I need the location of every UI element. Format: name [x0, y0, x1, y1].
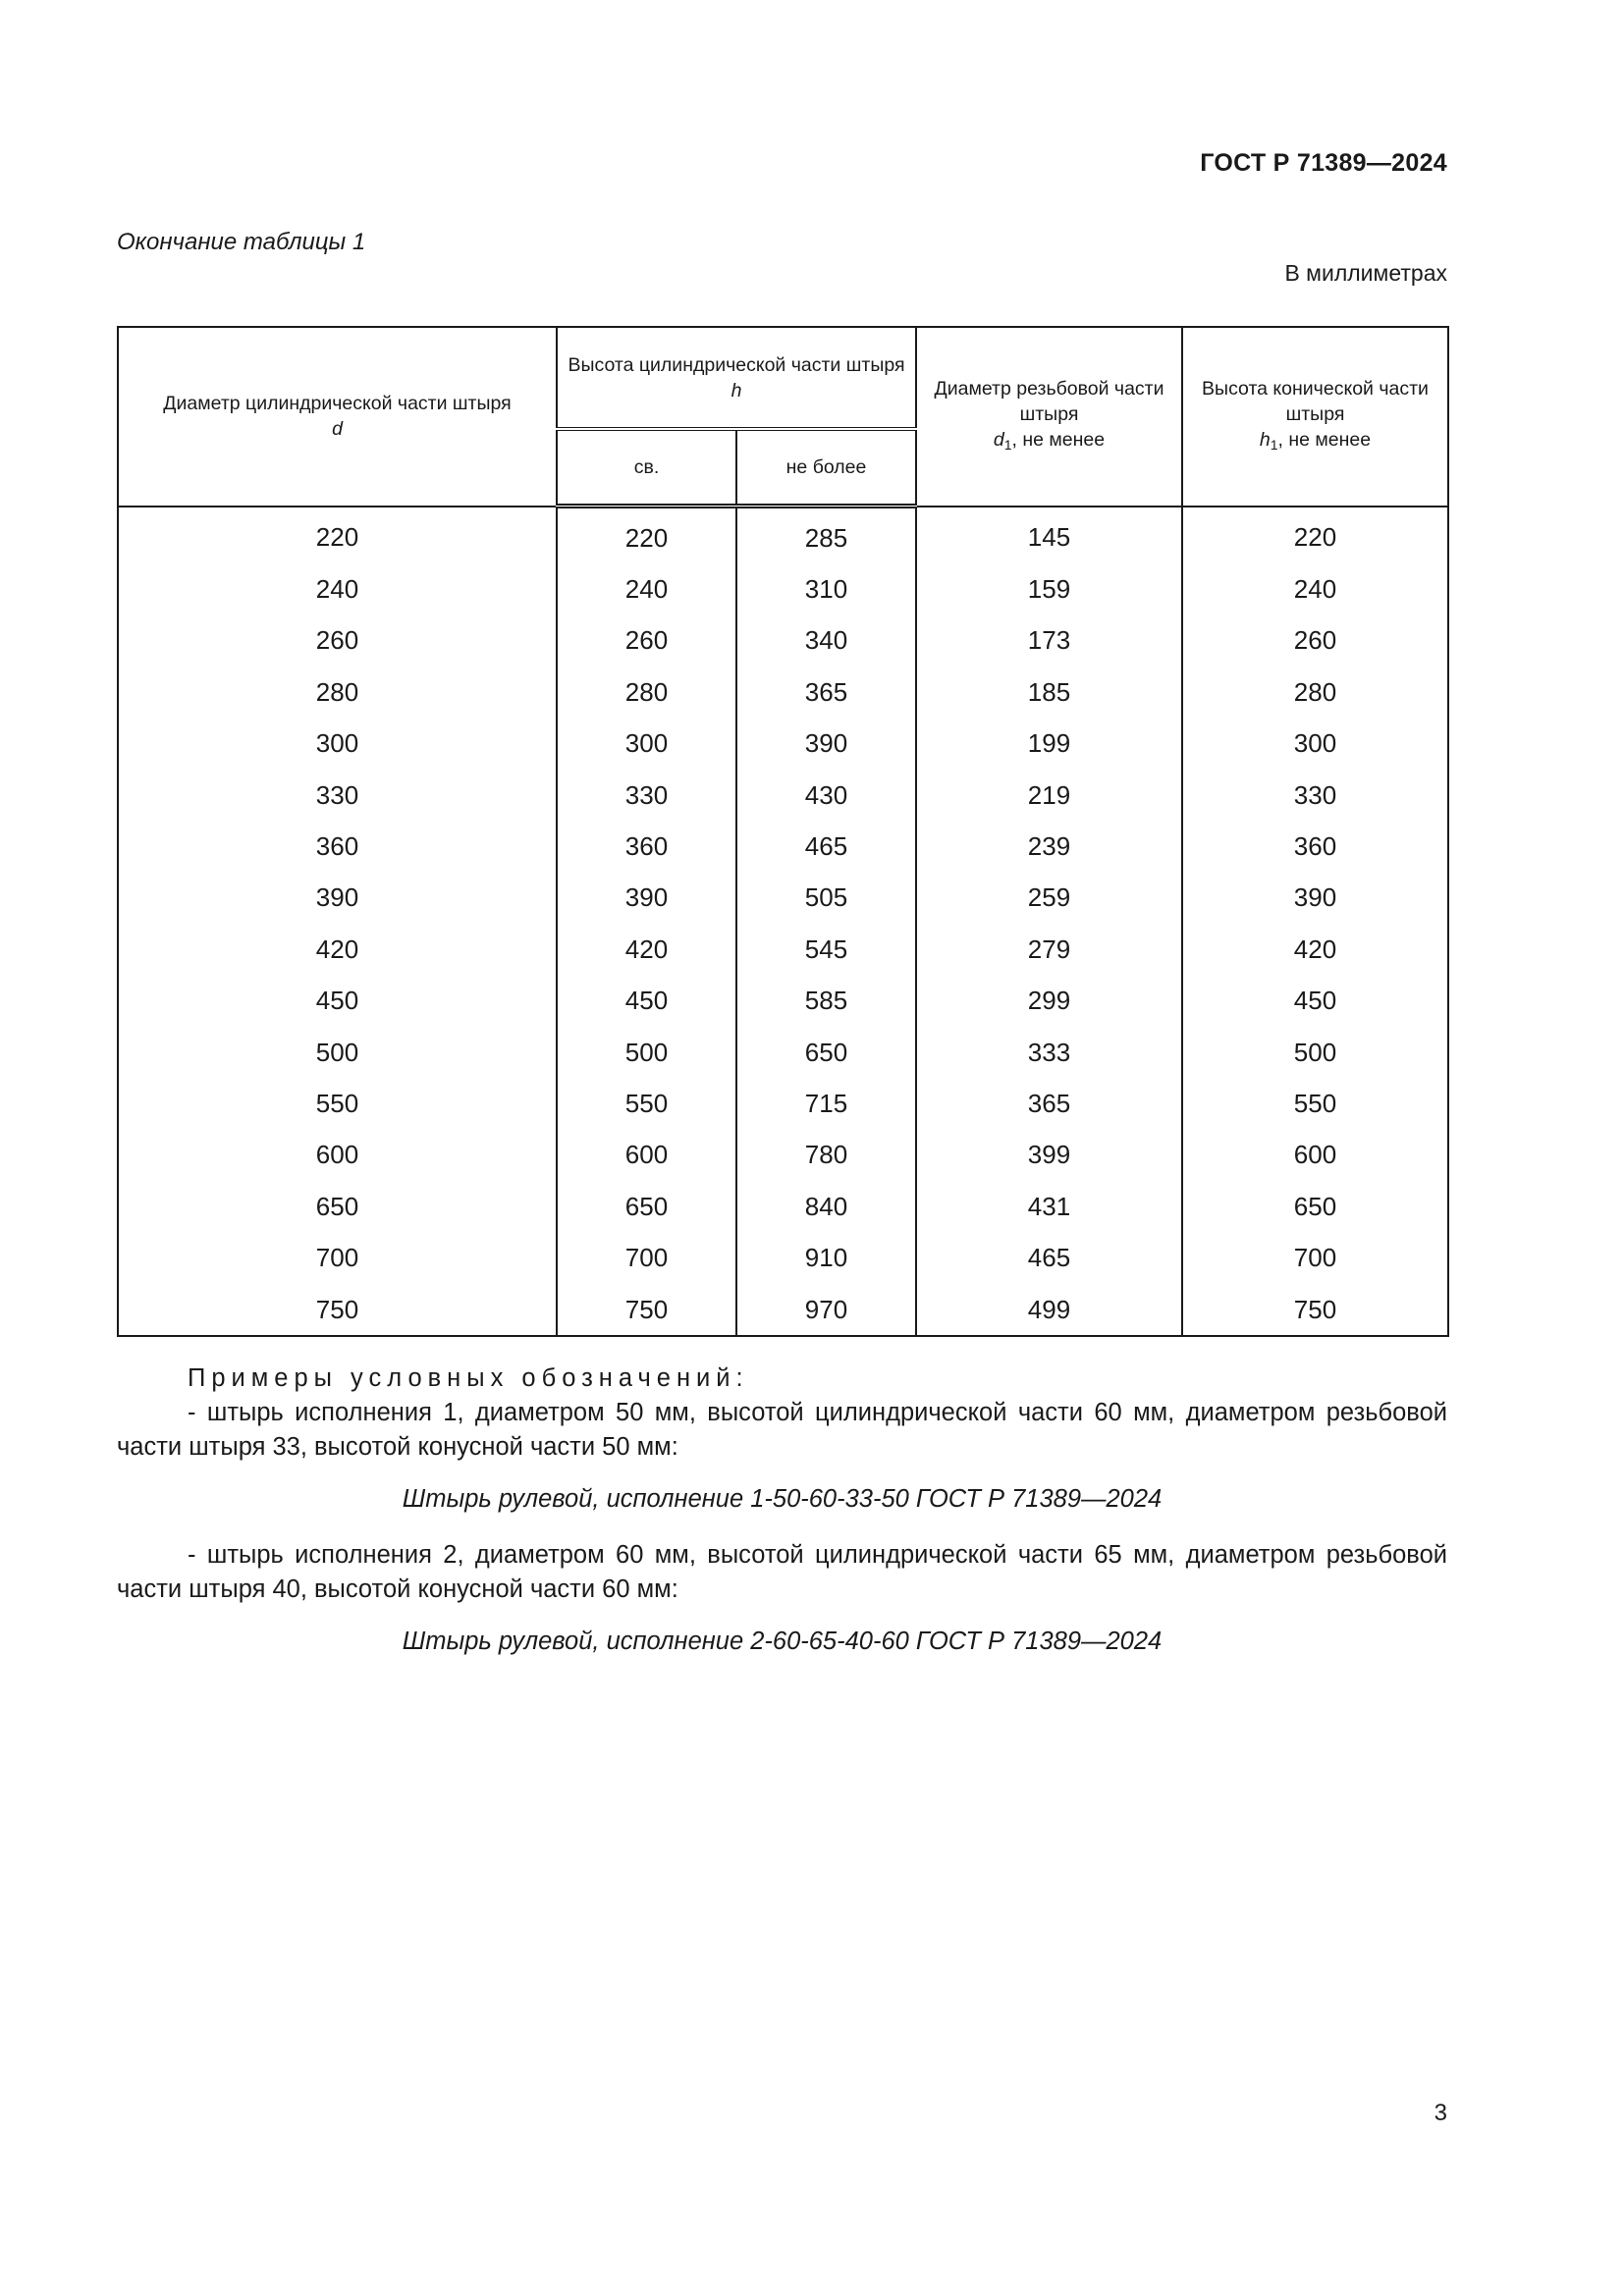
cell-d: 280: [118, 667, 557, 718]
cell-d: 300: [118, 719, 557, 770]
cell-d1: 259: [916, 873, 1182, 924]
cell-h1: 500: [1182, 1027, 1448, 1078]
examples-heading: Примеры условных обозначений:: [188, 1364, 749, 1392]
table-row: [118, 873, 1448, 924]
cell-d: 360: [118, 821, 557, 872]
cell-h1: 280: [1182, 667, 1448, 718]
cell-h1: 700: [1182, 1232, 1448, 1283]
cell-d1: 333: [916, 1027, 1182, 1078]
cell-h1: 300: [1182, 719, 1448, 770]
cell-h-to: 840: [736, 1181, 916, 1232]
cell-d: 650: [118, 1181, 557, 1232]
cell-d1: 219: [916, 770, 1182, 821]
cell-h1: 450: [1182, 976, 1448, 1027]
cell-h-from: 550: [557, 1078, 736, 1129]
cell-d: 750: [118, 1284, 557, 1336]
designation-examples: [117, 1362, 1447, 1681]
document-code: ГОСТ Р 71389—2024: [1200, 149, 1447, 177]
cell-h-from: 390: [557, 873, 736, 924]
cell-d: 260: [118, 615, 557, 667]
units-note: В миллиметрах: [1284, 260, 1447, 286]
cell-d: 390: [118, 873, 557, 924]
cell-h-to: 310: [736, 563, 916, 614]
cell-d1: 299: [916, 976, 1182, 1027]
cell-h-to: 465: [736, 821, 916, 872]
cell-d: 220: [118, 507, 557, 564]
cell-h1: 550: [1182, 1078, 1448, 1129]
cell-d: 450: [118, 976, 557, 1027]
cell-h1: 240: [1182, 563, 1448, 614]
cell-d1: 173: [916, 615, 1182, 667]
cell-d1: 185: [916, 667, 1182, 718]
cell-d: 700: [118, 1232, 557, 1283]
table-row: [118, 667, 1448, 718]
table-row: [118, 1284, 1448, 1336]
cell-h1: 420: [1182, 924, 1448, 975]
cell-h-to: 285: [736, 507, 916, 564]
cell-h1: 360: [1182, 821, 1448, 872]
cell-h-from: 700: [557, 1232, 736, 1283]
example-item: - штырь исполнения 1, диаметром 50 мм, высотой цилиндрической части 60 мм, диаметром резьбовой части штыря 33, высотой конусной части 50 мм:: [117, 1399, 1447, 1461]
cell-d: 330: [118, 770, 557, 821]
cell-d1: 465: [916, 1232, 1182, 1283]
table-row: [118, 719, 1448, 770]
table-row: [118, 770, 1448, 821]
column-header-h1: Высота конической части штыря $h_1$, не менее: [1182, 327, 1448, 507]
example-item: - штырь исполнения 2, диаметром 60 мм, высотой цилиндрической части 65 мм, диаметром резьбовой части штыря 40, высотой конусной части 60 мм:: [117, 1541, 1447, 1603]
table-row: [118, 1181, 1448, 1232]
cell-h-to: 505: [736, 873, 916, 924]
cell-h-to: 585: [736, 976, 916, 1027]
table-body: [118, 507, 1448, 1337]
dimensions-table: [117, 326, 1449, 1337]
cell-h-from: 420: [557, 924, 736, 975]
column-header-h: Высота цилиндрической части штыря h: [557, 327, 916, 429]
cell-h1: 260: [1182, 615, 1448, 667]
cell-d1: 279: [916, 924, 1182, 975]
cell-h-from: 600: [557, 1130, 736, 1181]
dimensions-table-container: [117, 326, 1447, 1337]
table-row: [118, 1232, 1448, 1283]
column-header-h-to: не более: [736, 429, 916, 507]
cell-d1: 145: [916, 507, 1182, 564]
cell-d: 600: [118, 1130, 557, 1181]
cell-h-to: 545: [736, 924, 916, 975]
cell-h-from: 240: [557, 563, 736, 614]
table-row: [118, 1078, 1448, 1129]
column-header-h-from: св.: [557, 429, 736, 507]
cell-h1: 600: [1182, 1130, 1448, 1181]
cell-h1: 220: [1182, 507, 1448, 564]
cell-h-from: 360: [557, 821, 736, 872]
cell-d: 550: [118, 1078, 557, 1129]
cell-h-from: 650: [557, 1181, 736, 1232]
cell-h1: 390: [1182, 873, 1448, 924]
column-header-d1: Диаметр резьбовой части штыря $d_1$, не менее: [916, 327, 1182, 507]
cell-h-from: 300: [557, 719, 736, 770]
cell-h-to: 340: [736, 615, 916, 667]
cell-d1: 499: [916, 1284, 1182, 1336]
table-row: [118, 563, 1448, 614]
column-header-d: Диаметр цилиндрической части штыря d: [118, 327, 557, 507]
table-row: [118, 976, 1448, 1027]
cell-d1: 399: [916, 1130, 1182, 1181]
table-caption: Окончание таблицы 1: [117, 229, 366, 255]
cell-h-from: 750: [557, 1284, 736, 1336]
cell-h-to: 365: [736, 667, 916, 718]
table-row: [118, 1130, 1448, 1181]
cell-h-from: 220: [557, 507, 736, 564]
cell-d1: 199: [916, 719, 1182, 770]
cell-h-to: 430: [736, 770, 916, 821]
cell-d1: 159: [916, 563, 1182, 614]
cell-d1: 365: [916, 1078, 1182, 1129]
cell-h-from: 330: [557, 770, 736, 821]
cell-h-from: 260: [557, 615, 736, 667]
cell-h-to: 390: [736, 719, 916, 770]
cell-h-from: 500: [557, 1027, 736, 1078]
cell-d: 420: [118, 924, 557, 975]
example-designation: Штырь рулевой, исполнение 2-60-65-40-60 ГОСТ Р 71389—2024: [402, 1628, 1163, 1655]
page-number: 3: [1434, 2100, 1447, 2126]
cell-h1: 750: [1182, 1284, 1448, 1336]
table-row: [118, 821, 1448, 872]
cell-h-to: 970: [736, 1284, 916, 1336]
cell-h1: 650: [1182, 1181, 1448, 1232]
cell-d1: 431: [916, 1181, 1182, 1232]
table-row: [118, 507, 1448, 564]
cell-h-from: 280: [557, 667, 736, 718]
cell-d1: 239: [916, 821, 1182, 872]
table-row: [118, 1027, 1448, 1078]
cell-h-to: 780: [736, 1130, 916, 1181]
table-row: [118, 615, 1448, 667]
example-designation: Штырь рулевой, исполнение 1-50-60-33-50 ГОСТ Р 71389—2024: [402, 1485, 1163, 1513]
cell-h-to: 715: [736, 1078, 916, 1129]
cell-d: 500: [118, 1027, 557, 1078]
cell-h-to: 910: [736, 1232, 916, 1283]
cell-h1: 330: [1182, 770, 1448, 821]
table-row: [118, 924, 1448, 975]
cell-h-from: 450: [557, 976, 736, 1027]
cell-h-to: 650: [736, 1027, 916, 1078]
cell-d: 240: [118, 563, 557, 614]
